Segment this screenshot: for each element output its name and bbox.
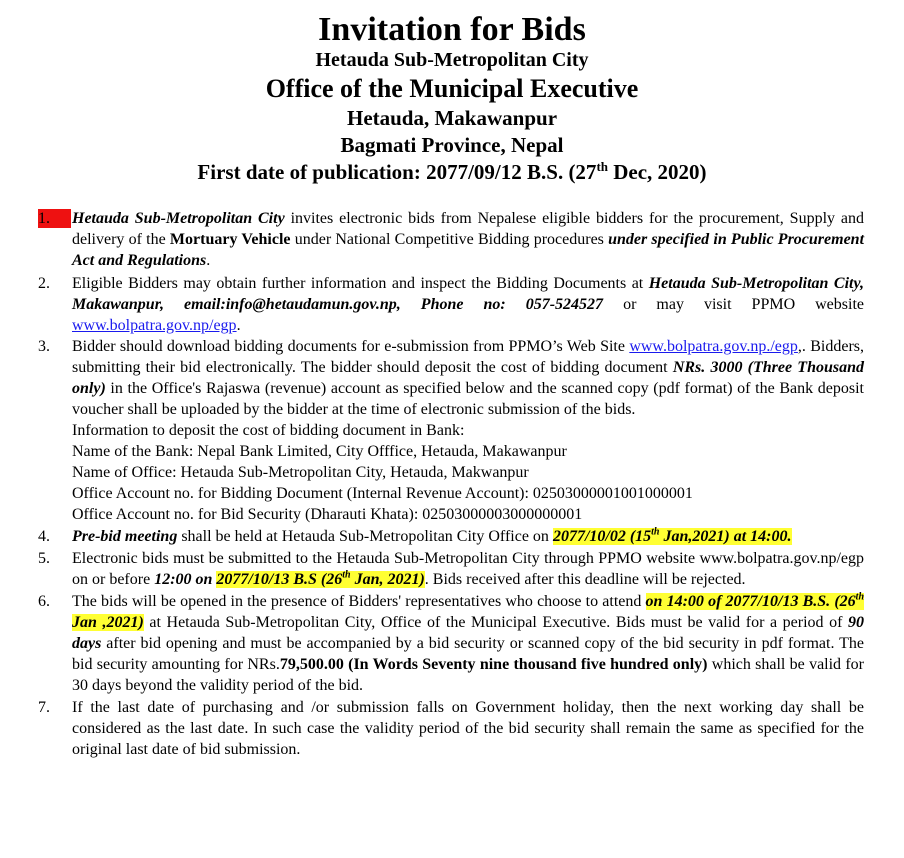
clause-5: 5. Electronic bids must be submitted to the Hetauda Sub-Metropolitan City through PPMO website www.bolpatra.gov.np/egp on or before 12:00 on 2077/10/13 B.S (26th Jan, 2021). Bids received after this deadline will be rejected.: [38, 550, 864, 588]
clause-number: 7.: [38, 699, 50, 716]
ppmo-link[interactable]: www.bolpatra.gov.np/egp: [72, 317, 237, 334]
province: Bagmati Province, Nepal: [340, 133, 564, 158]
clause-4: 4. Pre-bid meeting shall be held at Hetauda Sub-Metropolitan City Office on 2077/10/02 (15th Jan,2021) at 14:00.: [38, 526, 792, 545]
clause-number: 5.: [38, 550, 50, 567]
clause-number: 1.: [38, 209, 71, 228]
clause-3: 3. Bidder should download bidding documents for e-submission from PPMO’s Web Site www.bolpatra.gov.np./egp,. Bidders, submitting their bid electronically. The bidder should deposit the cost of bidding document NRs. 3000 (Three Thousand only) in the Office's Rajaswa (revenue) account as specified below and the scanned copy (pdf format) of the Bank deposit voucher shall be uploaded by the bidder at the time of electronic submission of the bids. Information to deposit the cost of bidding document in Bank: Name of the Bank: Nepal Bank Limited, City Offfice, Hetauda, Makawanpur Name of Office: Hetauda Sub-Metropolitan City, Hetauda, Makwanpur Office Account no. for Bidding Document (Internal Revenue Account): 02503000001001000001 Office Account no. for Bid Security (Dharauti Khata): 02503000003000000001: [38, 338, 865, 523]
clause-number: 3.: [38, 338, 50, 355]
bank-info-heading: Information to deposit the cost of bidding document in Bank:: [72, 422, 465, 439]
clause-number: 4.: [38, 528, 50, 545]
bid-clauses: [38, 208, 864, 760]
bidding-doc-account: Office Account no. for Bidding Document (Internal Revenue Account): 02503000001001000001: [72, 485, 693, 502]
office-name: Office of the Municipal Executive: [265, 73, 639, 103]
publication-date: First date of publication: 2077/09/12 B.S. (27th Dec, 2020): [197, 159, 707, 185]
ppmo-egp-link[interactable]: www.bolpatra.gov.np./egp: [629, 338, 798, 355]
clause-number: 2.: [38, 275, 50, 292]
clause-1: 1. Hetauda Sub-Metropolitan City invites electronic bids from Nepalese eligible bidders for the procurement, Supply and delivery of the Mortuary Vehicle under National Competitive Bidding procedures under specified in Public Procurement Act and Regulations.: [38, 210, 865, 269]
bank-name: Name of the Bank: Nepal Bank Limited, City Offfice, Hetauda, Makawanpur: [72, 443, 567, 460]
clause-2: 2. Eligible Bidders may obtain further information and inspect the Bidding Documents at Hetauda Sub-Metropolitan City, Makawanpur, email:info@hetaudamun.gov.np, Phone no: 057-524527 or may visit PPMO website www.bolpatra.gov.np/egp.: [38, 275, 865, 334]
clause-7: 7. If the last date of purchasing and /or submission falls on Government holiday, then the next working day shall be considered as the last date. In such case the validity period of the bid security shall remain the same as specified for the original last date of bid submission.: [38, 699, 864, 758]
clause-number: 6.: [38, 593, 50, 610]
clause-6: 6. The bids will be opened in the presence of Bidders' representatives who choose to attend on 14:00 of 2077/10/13 B.S. (26th Jan ,2021) at Hetauda Sub-Metropolitan City, Office of the Municipal Executive. Bids must be valid for a period of 90 days after bid opening and must be accompanied by a bid security or scanned copy of the bid security in pdf format. The bid security amounting for NRs.79,500.00 (In Words Seventy nine thousand five hundred only) which shall be valid for 30 days beyond the validity period of the bid.: [38, 591, 865, 694]
page-title: Invitation for Bids: [318, 11, 586, 48]
bid-security-account: Office Account no. for Bid Security (Dharauti Khata): 02503000003000000001: [72, 506, 583, 523]
office-location: Hetauda, Makawanpur: [346, 105, 558, 130]
city-name: Hetauda Sub-Metropolitan City: [315, 48, 589, 71]
office-name-line: Name of Office: Hetauda Sub-Metropolitan City, Hetauda, Makwanpur: [72, 464, 529, 481]
header: [0, 12, 904, 183]
